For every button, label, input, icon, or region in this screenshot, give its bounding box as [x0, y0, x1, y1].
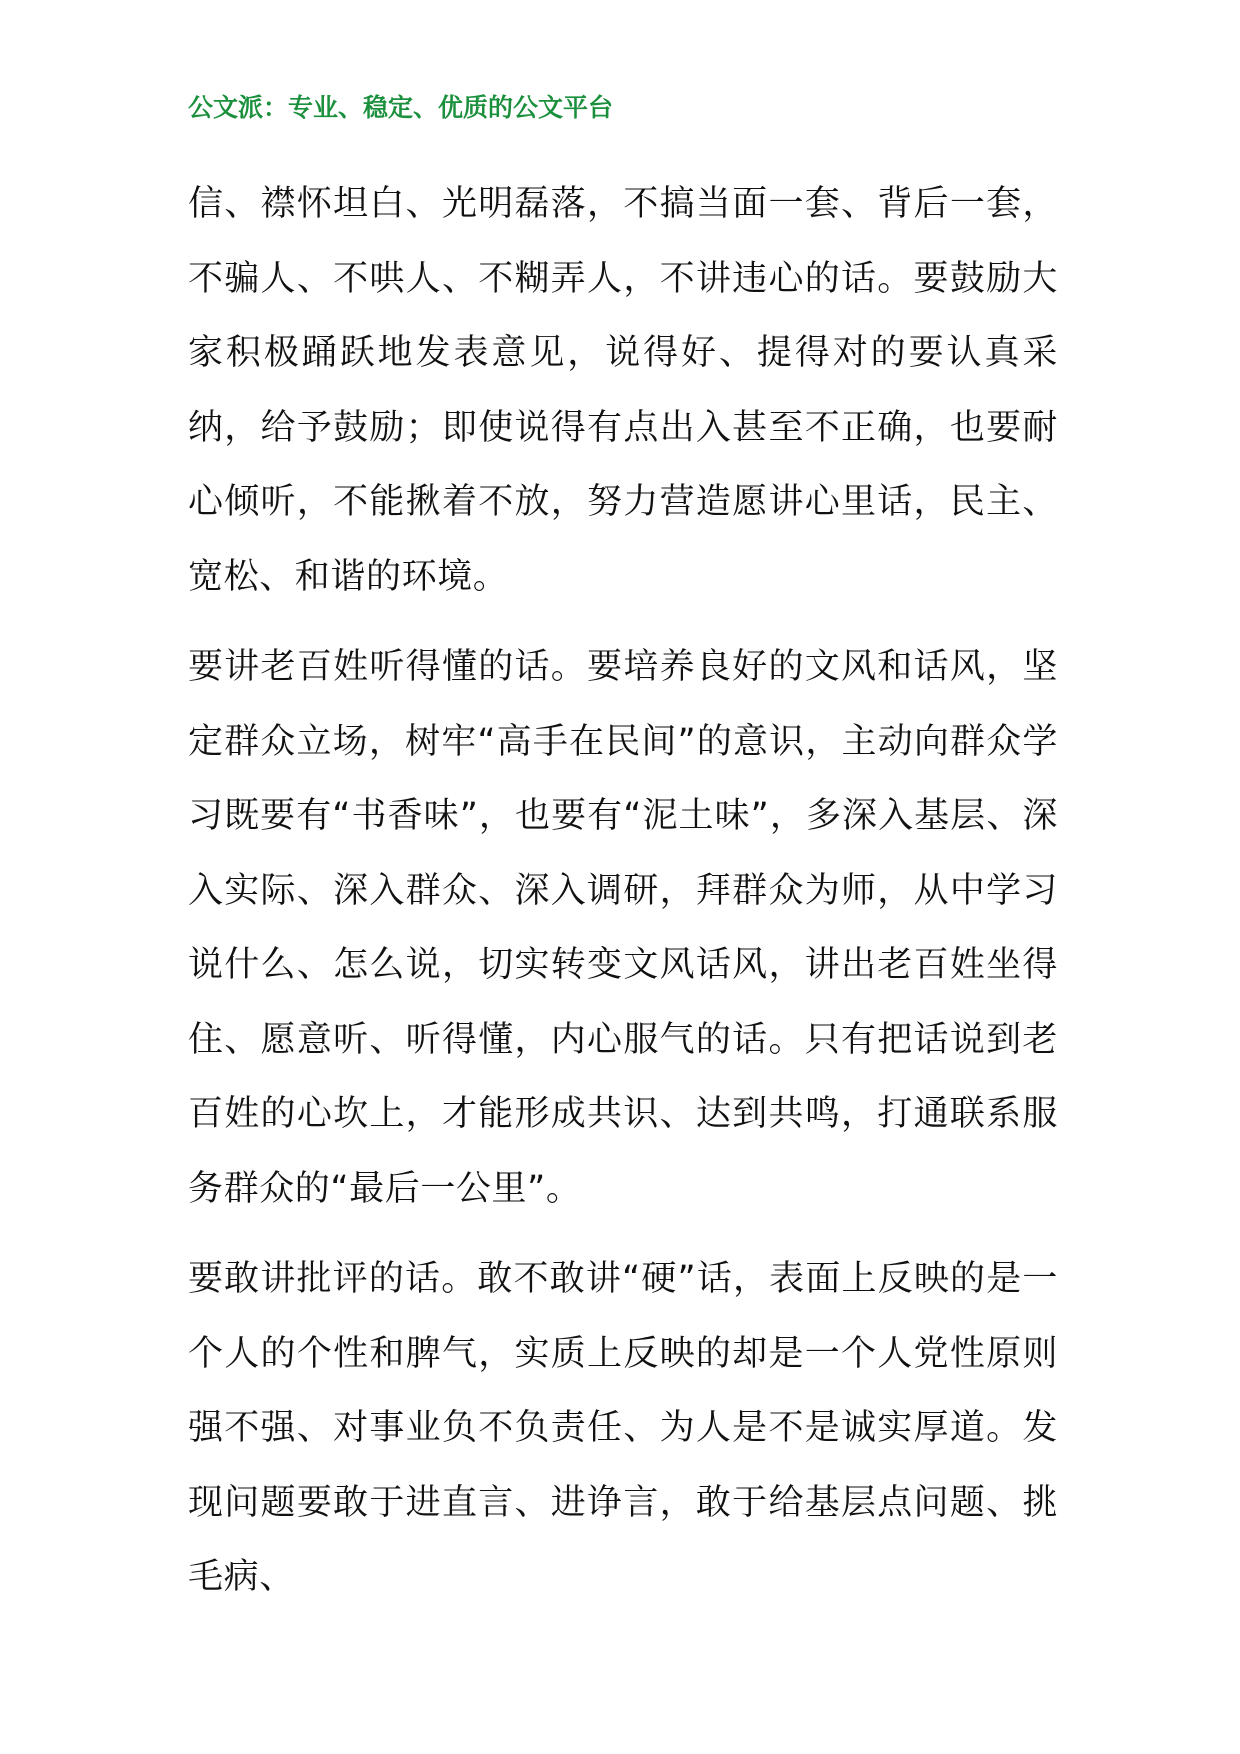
- paragraph: 要讲老百姓听得懂的话。要培养良好的文风和话风，坚定群众立场，树牢“高手在民间”的意识，主动向群众学习既要有“书香味”，也要有“泥土味”，多深入基层、深入实际、深入群众、深入调研，拜群众为师，从中学习说什么、怎么说，切实转变文风话风，讲出老百姓坐得住、愿意听、听得懂，内心服气的话。只有把话说到老百姓的心坎上，才能形成共识、达到共鸣，打通联系服务群众的“最后一公里”。: [188, 647, 1058, 1209]
- paragraph: 要敢讲批评的话。敢不敢讲“硬”话，表面上反映的是一个人的个性和脾气，实质上反映的却是一个人党性原则强不强、对事业负不负责任、为人是不是诚实厚道。发现问题要敢于进直言、进诤言，敢于给基层点问题、挑毛病、: [188, 1259, 1058, 1597]
- site-header-title: 公文派：专业、稳定、优质的公文平台: [188, 93, 614, 122]
- paragraph: 信、襟怀坦白、光明磊落，不搞当面一套、背后一套，不骗人、不哄人、不糊弄人，不讲违心的话。要鼓励大家积极踊跃地发表意见，说得好、提得对的要认真采纳，给予鼓励；即使说得有点出入甚至不正确，也要耐心倾听，不能揪着不放，努力营造愿讲心里话，民主、宽松、和谐的环境。: [188, 184, 1058, 597]
- document-body: [188, 167, 1058, 1615]
